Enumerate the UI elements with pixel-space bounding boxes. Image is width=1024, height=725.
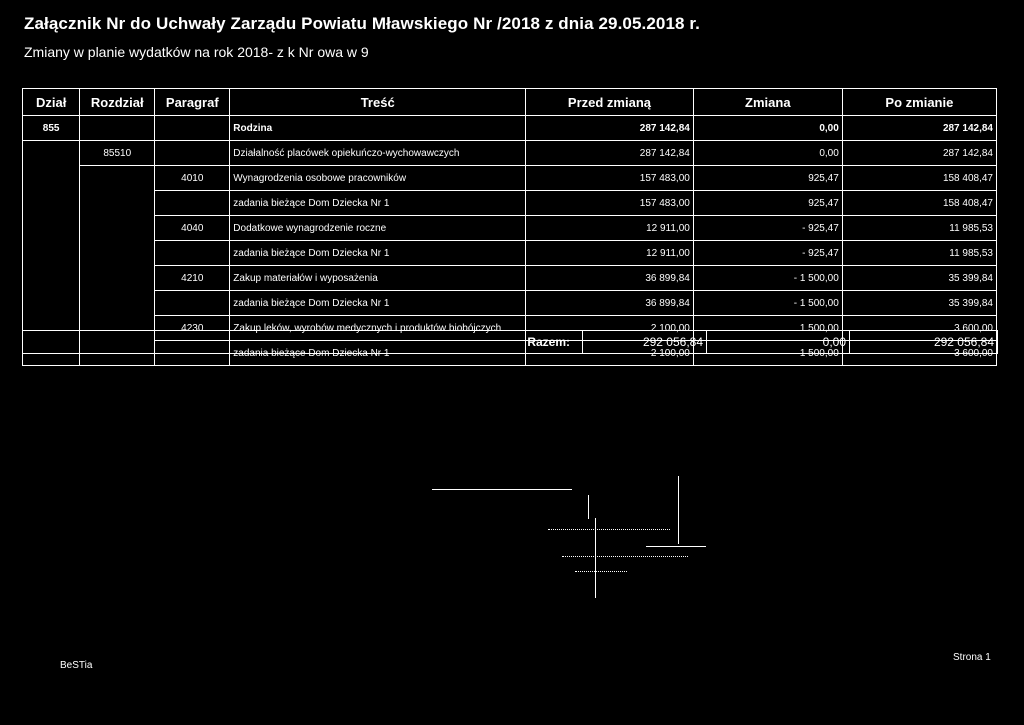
cell-po: 11 985,53 [842,216,996,241]
cell-zmiana: 0,00 [693,141,842,166]
cell-zmiana: 1 500,00 [693,341,842,366]
cell-tresc: Dodatkowe wynagrodzenie roczne [230,216,526,241]
signature-stroke-3 [595,518,596,598]
cell-zmiana: - 925,47 [693,241,842,266]
total-po: 292 056,84 [850,331,998,354]
cell-po: 3 600,00 [842,341,996,366]
table-row [23,216,997,241]
cell-tresc: zadania bieżące Dom Dziecka Nr 1 [230,291,526,316]
cell-zmiana: 925,47 [693,191,842,216]
cell-rozdzial [80,116,155,141]
col-header-zmiana: Zmiana [693,89,842,116]
cell-przed: 2 100,00 [526,341,694,366]
cell-zmiana: - 925,47 [693,216,842,241]
col-header-dzial: Dział [23,89,80,116]
cell-dzial [23,291,80,316]
cell-zmiana: - 1 500,00 [693,266,842,291]
signature-dots-1 [548,529,670,530]
cell-rozdzial [80,241,155,266]
cell-tresc: zadania bieżące Dom Dziecka Nr 1 [230,341,526,366]
cell-dzial [23,191,80,216]
cell-przed: 157 483,00 [526,166,694,191]
cell-paragraf: 4040 [155,216,230,241]
table-row [23,141,997,166]
total-label: Razem: [23,331,583,354]
cell-po: 35 399,84 [842,266,996,291]
cell-tresc: Zakup leków, wyrobów medycznych i produktów biobójczych [230,316,526,341]
document-subtitle: Zmiany w planie wydatków na rok 2018- z k Nr owa w 9 [24,44,369,60]
cell-dzial: 855 [23,116,80,141]
table-row [23,241,997,266]
cell-paragraf [155,141,230,166]
col-header-po: Po zmianie [842,89,996,116]
cell-tresc: Działalność placówek opiekuńczo-wychowawczych [230,141,526,166]
col-header-rozdzial: Rozdział [80,89,155,116]
cell-przed: 12 911,00 [526,241,694,266]
signature-line-1 [432,489,572,490]
cell-dzial [23,241,80,266]
document-title: Załącznik Nr do Uchwały Zarządu Powiatu Mławskiego Nr /2018 z dnia 29.05.2018 r. [24,14,700,33]
cell-przed: 287 142,84 [526,141,694,166]
table-row [23,116,997,141]
cell-zmiana: 925,47 [693,166,842,191]
cell-dzial [23,141,80,166]
signature-dots-2 [562,556,688,557]
cell-przed: 36 899,84 [526,291,694,316]
cell-po: 3 600,00 [842,316,996,341]
col-header-tresc: Treść [230,89,526,116]
cell-tresc: zadania bieżące Dom Dziecka Nr 1 [230,241,526,266]
col-header-przed: Przed zmianą [526,89,694,116]
cell-po: 35 399,84 [842,291,996,316]
cell-zmiana: 0,00 [693,116,842,141]
footer-software: BeSTia [60,660,93,671]
signature-dots-3 [575,571,627,572]
cell-zmiana: 1 500,00 [693,316,842,341]
total-row [23,331,998,354]
cell-tresc: Wynagrodzenia osobowe pracowników [230,166,526,191]
cell-dzial [23,266,80,291]
cell-paragraf: 4230 [155,316,230,341]
cell-przed: 157 483,00 [526,191,694,216]
total-przed: 292 056,84 [583,331,707,354]
footer-page-number: Strona 1 [953,652,991,663]
cell-rozdzial [80,166,155,191]
cell-po: 158 408,47 [842,166,996,191]
cell-przed: 36 899,84 [526,266,694,291]
table-header-row [23,89,997,116]
cell-paragraf [155,241,230,266]
cell-po: 158 408,47 [842,191,996,216]
cell-tresc: Zakup materiałów i wyposażenia [230,266,526,291]
signature-line-2 [646,546,706,547]
cell-dzial [23,166,80,191]
cell-dzial [23,216,80,241]
cell-tresc: Rodzina [230,116,526,141]
cell-rozdzial [80,191,155,216]
cell-paragraf: 4210 [155,266,230,291]
signature-stroke-2 [678,476,679,544]
cell-rozdzial [80,266,155,291]
cell-paragraf [155,191,230,216]
total-zmiana: 0,00 [707,331,850,354]
cell-paragraf: 4010 [155,166,230,191]
cell-rozdzial [80,216,155,241]
cell-rozdzial [80,291,155,316]
cell-przed: 12 911,00 [526,216,694,241]
table-row [23,266,997,291]
cell-zmiana: - 1 500,00 [693,291,842,316]
table-row [23,191,997,216]
signature-stroke-1 [588,495,589,519]
cell-przed: 2 100,00 [526,316,694,341]
cell-przed: 287 142,84 [526,116,694,141]
cell-po: 287 142,84 [842,116,996,141]
col-header-paragraf: Paragraf [155,89,230,116]
cell-tresc: zadania bieżące Dom Dziecka Nr 1 [230,191,526,216]
budget-table [22,88,997,366]
cell-po: 287 142,84 [842,141,996,166]
table-row [23,166,997,191]
cell-rozdzial: 85510 [80,141,155,166]
total-table [22,330,998,354]
cell-po: 11 985,53 [842,241,996,266]
table-row [23,291,997,316]
cell-paragraf [155,116,230,141]
cell-paragraf [155,291,230,316]
